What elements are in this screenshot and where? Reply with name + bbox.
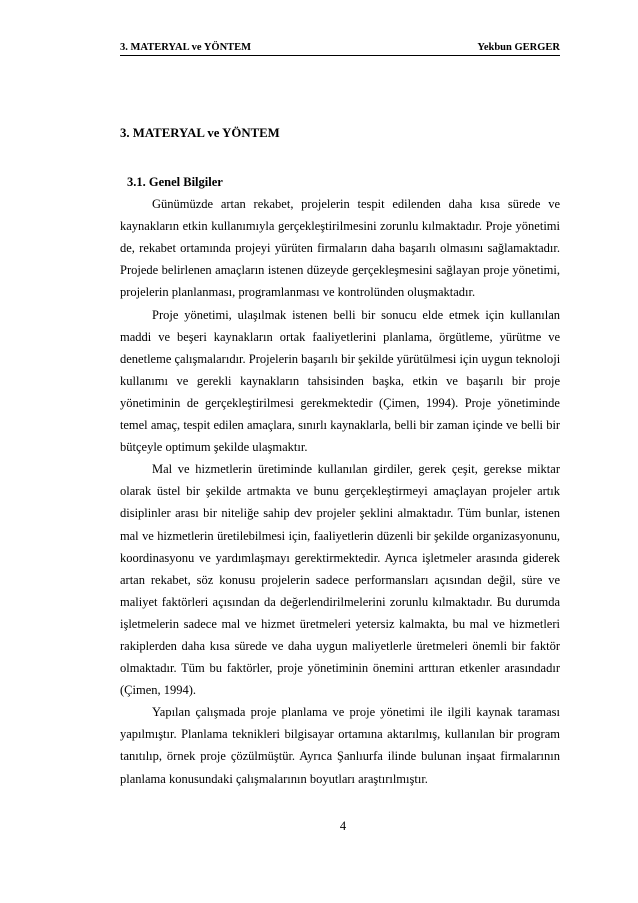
- text-line: olmaktadır. Tüm bu faktörler, proje yönetiminin önemini arttıran etkenler arasındadır: [120, 661, 560, 676]
- text-line: maddi ve beşeri kaynakların ortak faaliyetlerini planlama, örgütleme, yürütme ve: [120, 329, 560, 344]
- paragraph: [120, 458, 560, 701]
- page-number: 4: [339, 819, 347, 833]
- text-line: olarak üstel bir şekilde artmakta ve bunu gerçekleştirmeyi amaçlayan projeler artık: [120, 484, 560, 499]
- text-line: Projede belirlenen amaçların istenen düzeyde gerçekleşmesini sağlayan proje yönetimi,: [120, 263, 560, 278]
- text-line: kullanımı ve gerekli kaynakların tahsisinden başka, etkin ve başarılı bir proje: [120, 373, 560, 388]
- text-line: Günümüzde artan rekabet, projelerin tespit edilenden daha kısa sürede ve: [152, 197, 560, 212]
- text-line: projelerin planlanması, programlanması ve kontrolünden oluşmaktadır.: [120, 285, 476, 300]
- text-line: koordinasyonu ve yardımlaşmayı gerektirmektedir. Ayrıca işletmeler arasında giderek: [120, 550, 560, 565]
- paragraph: [120, 304, 560, 459]
- running-header-author: Yekbun GERGER: [477, 42, 560, 53]
- chapter-title: 3. MATERYAL ve YÖNTEM: [120, 126, 280, 140]
- text-line: Proje yönetimi, ulaşılmak istenen belli bir sonucu elde etmek için kullanılan: [152, 307, 560, 322]
- running-header: [120, 40, 560, 56]
- text-line: maliyet faktörleri açısından da değerlendirilmelerini zorunlu kılmaktadır. Bu durumda: [120, 594, 560, 609]
- paragraph: [120, 701, 560, 789]
- text-line: disiplinler arası bir niteliğe sahip dev projeler şeklini almaktadır. Tüm bunlar, istenen: [120, 506, 560, 521]
- text-line: kaynakların etkin kullanımıyla gerçekleştirilmesini zorunlu kılmaktadır. Proje yönetimi: [120, 219, 560, 234]
- text-line: yapılmıştır. Planlama teknikleri bilgisayar ortamına aktarılmış, kullanılan bir program: [120, 727, 560, 742]
- text-line: yönetiminin de gerçekleştirilmesi gerekmektedir (Çimen, 1994). Proje yönetiminde: [120, 395, 560, 410]
- running-header-chapter: 3. MATERYAL ve YÖNTEM: [120, 42, 252, 53]
- text-line: bütçeyle optimum şekilde ulaşmaktır.: [120, 440, 308, 455]
- text-line: denetleme çalışmalarıdır. Projelerin başarılı bir şekilde yürütülmesi için uygun teknoloji: [120, 351, 561, 366]
- text-line: planlama konusundaki çalışmalarının boyutları araştırılmıştır.: [120, 771, 428, 786]
- text-line: temel amaç, tespit edilen amaçlara, sınırlı kaynaklarla, belli bir zaman içinde ve belli bir: [120, 418, 560, 433]
- text-body: [120, 171, 560, 790]
- text-line: de, rekabet ortamında projeyi yürüten firmaların daha başarılı olmasını sağlamaktadır.: [120, 241, 560, 256]
- text-line: işletmelerin sadece mal ve hizmet üretmeleri yetersiz kalmakta, bu mal ve hizmetleri: [120, 616, 560, 631]
- text-line: mal ve hizmetlerin üretilebilmesi için, faaliyetlerin düzenli bir şekilde organizasyonunu,: [120, 528, 560, 543]
- text-line: (Çimen, 1994).: [120, 683, 197, 698]
- text-line: rakiplerden daha kısa sürede ve daha uygun maliyetlerle üretmeleri önemli bir faktör: [120, 638, 560, 653]
- text-line: Yapılan çalışmada proje planlama ve proje yönetimi ile ilgili kaynak taraması: [152, 705, 560, 720]
- paragraph: [120, 193, 560, 303]
- text-line: tanıtılıp, örnek proje çözülmüştür. Ayrıca Şanlıurfa ilinde bulunan inşaat firmalarının: [120, 749, 560, 764]
- text-line: artan rekabet, söz konusu projelerin sadece performansları açısından değil, süre ve: [120, 572, 560, 587]
- subsection-title: 3.1. Genel Bilgiler: [127, 175, 223, 189]
- text-line: Mal ve hizmetlerin üretiminde kullanılan girdiler, gerek çeşit, gerekse miktar: [152, 462, 560, 477]
